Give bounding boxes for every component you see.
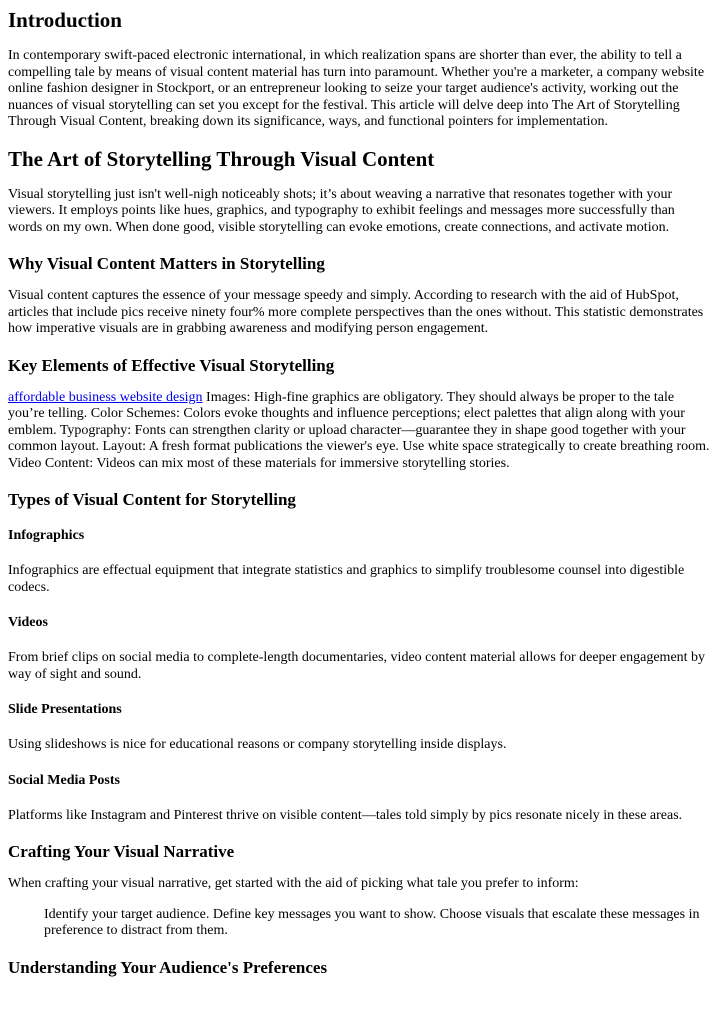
heading-why-visual-content: Why Visual Content Matters in Storytelling [8,254,325,273]
paragraph-introduction: In contemporary swift-paced electronic international, in which realization spans are shorter than ever, the ability to tell a compelling tale by means of visual content material has turn into paramount. Whether you're a marketer, a company website online fashion designer in Stockport, or an entrepreneur looking to seize your target audience's activity, working out the nuances of visual storytelling can set you except for the festival. This article will delve deep into The Art of Storytelling Through Visual Content, breaking down its significance, ways, and functional pointers for implementation. [8,48,705,129]
paragraph-why-visual-content: Visual content captures the essence of your message speedy and simply. According to research with the aid of HubSpot, articles that include pics receive ninety four% more complete perspectives than the ones without. This statistic demonstrates how imperative visuals are in grabbing awareness and modifying person engagement. [8,288,704,336]
list-item: Identify your target audience. Define key messages you want to show. Choose visuals that escalate these messages in preference to distract from them. [44,906,700,938]
crafting-list [8,907,712,940]
heading-infographics: Infographics [8,528,85,543]
heading-art-of-storytelling: The Art of Storytelling Through Visual Content [8,146,435,171]
heading-types-visual-content: Types of Visual Content for Storytelling [8,490,296,509]
paragraph-videos: From brief clips on social media to complete-length documentaries, video content material allows for deeper engagement by way of sight and sound. [8,650,706,682]
heading-social-media-posts: Social Media Posts [8,772,120,788]
heading-videos: Videos [8,615,48,630]
article [0,8,720,979]
paragraph-social-media-posts: Platforms like Instagram and Pinterest thrive on visible content—tales told simply by pics resonate nicely in these areas. [8,807,683,823]
paragraph-art-of-storytelling: Visual storytelling just isn't well-nigh noticeably shots; it’s about weaving a narrative that resonates together with your viewers. It employs points like hues, graphics, and typography to exhibit feelings and messages more successfully than words on my own. When done good, visible storytelling can evoke emotions, create connections, and activate motion. [8,186,675,235]
heading-crafting-narrative: Crafting Your Visual Narrative [8,842,235,861]
heading-understanding-audience: Understanding Your Audience's Preferences [8,957,328,977]
heading-key-elements: Key Elements of Effective Visual Storytelling [8,355,335,375]
key-elements-text: Images: High-fine graphics are obligatory. They should always be proper to the tale you’re telling. Color Schemes: Colors evoke thoughts and influence perceptions; elect palettes that align along with your emblem. Typography: Fonts can strengthen clarity or upload character—guarantee they in shape good together with your common layout. Layout: A fresh format publications the viewer's eye. Use white space strategically to create breathing room. Video Content: Videos can mix most of these materials for immersive storytelling stories. [8,389,710,471]
heading-introduction: Introduction [8,8,122,32]
paragraph-infographics: Infographics are effectual equipment that integrate statistics and graphics to simplify troublesome counsel into digestible codecs. [8,563,685,595]
paragraph-key-elements [8,390,712,473]
paragraph-crafting-narrative: When crafting your visual narrative, get started with the aid of picking what tale you prefer to inform: [8,876,579,891]
heading-slide-presentations: Slide Presentations [8,702,122,717]
link-affordable-business-website-design[interactable]: affordable business website design [8,389,203,405]
paragraph-slide-presentations: Using slideshows is nice for educational reasons or company storytelling inside displays. [8,737,507,752]
